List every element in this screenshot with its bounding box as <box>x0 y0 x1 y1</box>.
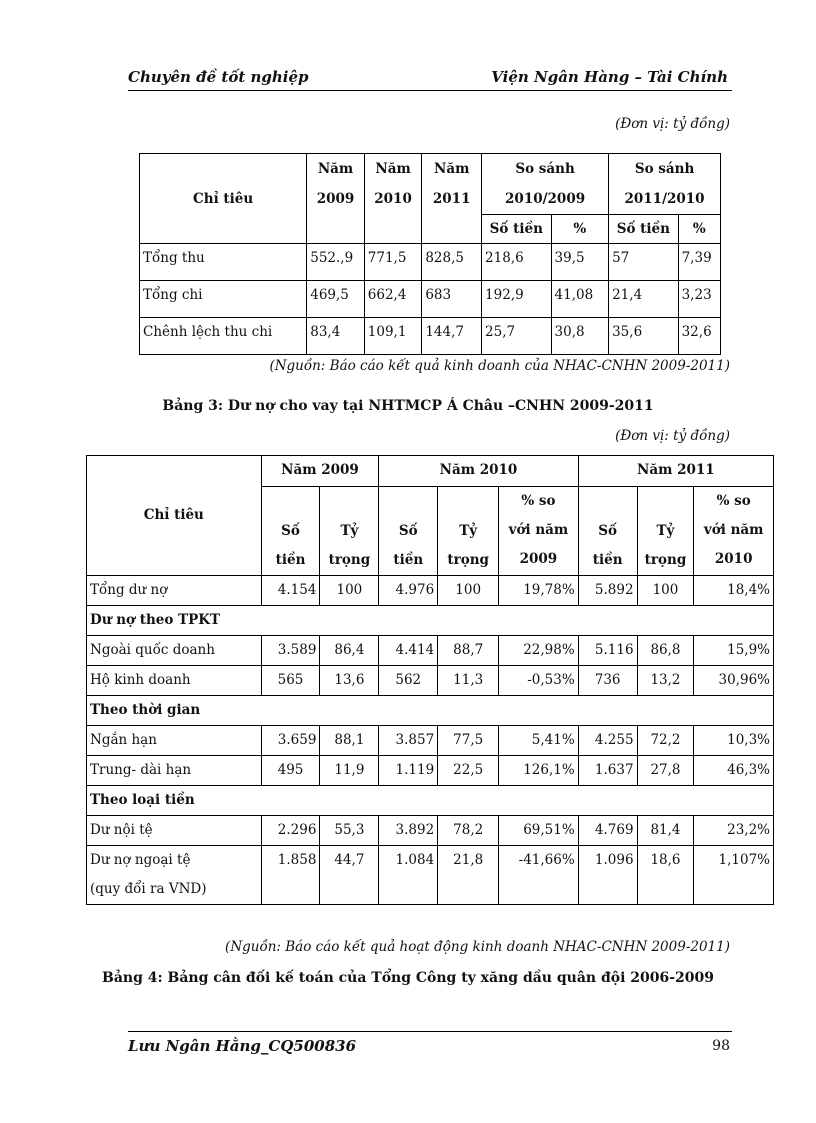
table-cell: 1,107% <box>694 846 774 905</box>
table-cell: 11,3 <box>438 666 499 696</box>
t1-h-ss1: So sánh 2010/2009 <box>482 154 609 215</box>
table-row <box>140 281 721 318</box>
table-cell: 4.414 <box>379 636 438 666</box>
table-cell: 30,8 <box>551 318 609 355</box>
table-cell: 21,4 <box>609 281 679 318</box>
t2-h-2010: Năm 2010 <box>379 456 578 487</box>
table-cell: Ngắn hạn <box>87 726 262 756</box>
table1 <box>139 153 721 355</box>
table-cell: Tổng thu <box>140 244 307 281</box>
table-cell: 5.116 <box>578 636 637 666</box>
table-cell: Tổng dư nợ <box>87 576 262 606</box>
table-cell: Theo thời gian <box>87 696 774 726</box>
table-cell: 22,98% <box>499 636 579 666</box>
t1-h-ss2: So sánh 2011/2010 <box>609 154 721 215</box>
t2-h-sotien-2009: Số tiền <box>261 487 320 576</box>
table-cell: 23,2% <box>694 816 774 846</box>
table-cell: 218,6 <box>482 244 552 281</box>
table-cell: 1.119 <box>379 756 438 786</box>
section-row <box>87 606 774 636</box>
table-cell: 39,5 <box>551 244 609 281</box>
table-cell: Hộ kinh doanh <box>87 666 262 696</box>
table-cell: 469,5 <box>307 281 365 318</box>
t2-h-chitieu: Chỉ tiêu <box>87 456 262 576</box>
table-row <box>87 636 774 666</box>
table-cell: Theo loại tiền <box>87 786 774 816</box>
t2-h-tytrong-2010: Tỷ trọng <box>438 487 499 576</box>
table-cell: 88,1 <box>320 726 379 756</box>
table-cell: 144,7 <box>422 318 482 355</box>
t2-h-pctso-2011: % so với năm 2010 <box>694 487 774 576</box>
table-cell: 100 <box>637 576 694 606</box>
t2-label-dngt: Dư nợ ngoại tệ (quy đổi ra VND) <box>87 846 262 905</box>
table-row <box>87 576 774 606</box>
table-cell: 11,9 <box>320 756 379 786</box>
t1-h-2011: Năm 2011 <box>422 154 482 244</box>
table-cell: Tổng chi <box>140 281 307 318</box>
table2 <box>86 455 774 905</box>
table-cell: 552.,9 <box>307 244 365 281</box>
table1-source: (Nguồn: Báo cáo kết quả kinh doanh của NHAC-CNHN 2009-2011) <box>269 358 730 374</box>
table-row <box>87 816 774 846</box>
table-row <box>140 318 721 355</box>
table-cell: 3.659 <box>261 726 320 756</box>
page-number: 98 <box>712 1038 730 1054</box>
t2-h-sotien-2010: Số tiền <box>379 487 438 576</box>
table-row <box>87 666 774 696</box>
table-cell: Chênh lệch thu chi <box>140 318 307 355</box>
header-divider <box>128 90 732 91</box>
table-row <box>87 846 774 905</box>
table-cell: 21,8 <box>438 846 499 905</box>
t1-h-pct2: % <box>678 215 720 244</box>
footer-divider <box>128 1031 732 1032</box>
table-cell: 41,08 <box>551 281 609 318</box>
table-cell: 4.154 <box>261 576 320 606</box>
table-cell: Dư nội tệ <box>87 816 262 846</box>
table-cell: 4.769 <box>578 816 637 846</box>
table-cell: 4.976 <box>379 576 438 606</box>
table-cell: 4.255 <box>578 726 637 756</box>
table-cell: 1.096 <box>578 846 637 905</box>
table-cell: 46,3% <box>694 756 774 786</box>
table-cell: Trung- dài hạn <box>87 756 262 786</box>
table-cell: 88,7 <box>438 636 499 666</box>
table2-source: (Nguồn: Báo cáo kết quả hoạt động kinh doanh NHAC-CNHN 2009-2011) <box>225 939 730 955</box>
table-cell: 771,5 <box>364 244 422 281</box>
table-cell: 35,6 <box>609 318 679 355</box>
t2-h-tytrong-2011: Tỷ trọng <box>637 487 694 576</box>
table-row <box>87 726 774 756</box>
table-cell: 18,6 <box>637 846 694 905</box>
t1-h-chitieu: Chỉ tiêu <box>140 154 307 244</box>
table-cell: 109,1 <box>364 318 422 355</box>
table-cell: 19,78% <box>499 576 579 606</box>
table-cell: 15,9% <box>694 636 774 666</box>
section-row <box>87 786 774 816</box>
table-cell: 7,39 <box>678 244 720 281</box>
table-cell: 495 <box>261 756 320 786</box>
table-cell: 3.892 <box>379 816 438 846</box>
t2-h-pctso-2010: % so với năm 2009 <box>499 487 579 576</box>
table-cell: 100 <box>438 576 499 606</box>
t1-h-2009: Năm 2009 <box>307 154 365 244</box>
table-cell: 662,4 <box>364 281 422 318</box>
table-cell: 22,5 <box>438 756 499 786</box>
table-cell: 3.857 <box>379 726 438 756</box>
table-cell: 44,7 <box>320 846 379 905</box>
table-cell: 57 <box>609 244 679 281</box>
table-cell: 5,41% <box>499 726 579 756</box>
table-cell: 736 <box>578 666 637 696</box>
table-cell: 192,9 <box>482 281 552 318</box>
t2-h-2009: Năm 2009 <box>261 456 379 487</box>
table-cell: 1.858 <box>261 846 320 905</box>
table-cell: 86,8 <box>637 636 694 666</box>
t2-h-tytrong-2009: Tỷ trọng <box>320 487 379 576</box>
table-cell: 1.637 <box>578 756 637 786</box>
table-cell: 3,23 <box>678 281 720 318</box>
t1-h-sotien2: Số tiền <box>609 215 679 244</box>
t2-h-2011: Năm 2011 <box>578 456 773 487</box>
header-right: Viện Ngân Hàng – Tài Chính <box>491 68 728 86</box>
table-cell: 77,5 <box>438 726 499 756</box>
table-cell: Ngoài quốc doanh <box>87 636 262 666</box>
section-row <box>87 696 774 726</box>
header-left: Chuyên đề tốt nghiệp <box>128 68 309 86</box>
footer-author: Lưu Ngân Hằng_CQ500836 <box>128 1037 357 1055</box>
table-cell: 13,2 <box>637 666 694 696</box>
table2-caption: Bảng 3: Dư nợ cho vay tại NHTMCP Á Châu –CNHN 2009-2011 <box>162 398 654 414</box>
table-cell: 30,96% <box>694 666 774 696</box>
table-cell: 72,2 <box>637 726 694 756</box>
table-cell: 69,51% <box>499 816 579 846</box>
table-cell: 83,4 <box>307 318 365 355</box>
table-cell: 3.589 <box>261 636 320 666</box>
table-cell: 81,4 <box>637 816 694 846</box>
t1-h-sotien1: Số tiền <box>482 215 552 244</box>
table4-caption: Bảng 4: Bảng cân đối kế toán của Tổng Công ty xăng dầu quân đội 2006-2009 <box>101 970 715 986</box>
table1-unit: (Đơn vị: tỷ đồng) <box>615 116 730 132</box>
table-cell: 13,6 <box>320 666 379 696</box>
table-cell: 10,3% <box>694 726 774 756</box>
table-cell: Dư nợ theo TPKT <box>87 606 774 636</box>
table-cell: 126,1% <box>499 756 579 786</box>
table-cell: 2.296 <box>261 816 320 846</box>
table-cell: 27,8 <box>637 756 694 786</box>
table-cell: -0,53% <box>499 666 579 696</box>
table-cell: 86,4 <box>320 636 379 666</box>
table-cell: 25,7 <box>482 318 552 355</box>
table-cell: 565 <box>261 666 320 696</box>
table-cell: -41,66% <box>499 846 579 905</box>
table-cell: 828,5 <box>422 244 482 281</box>
t1-h-pct1: % <box>551 215 609 244</box>
t1-h-2010: Năm 2010 <box>364 154 422 244</box>
table-cell: 32,6 <box>678 318 720 355</box>
table-row <box>87 756 774 786</box>
table-cell: 78,2 <box>438 816 499 846</box>
table-cell: 562 <box>379 666 438 696</box>
t2-h-sotien-2011: Số tiền <box>578 487 637 576</box>
table-cell: 55,3 <box>320 816 379 846</box>
table-cell: 18,4% <box>694 576 774 606</box>
table-cell: 5.892 <box>578 576 637 606</box>
table-cell: 100 <box>320 576 379 606</box>
table-cell: 1.084 <box>379 846 438 905</box>
table-row <box>140 244 721 281</box>
table2-unit: (Đơn vị: tỷ đồng) <box>615 428 730 444</box>
table-cell: 683 <box>422 281 482 318</box>
